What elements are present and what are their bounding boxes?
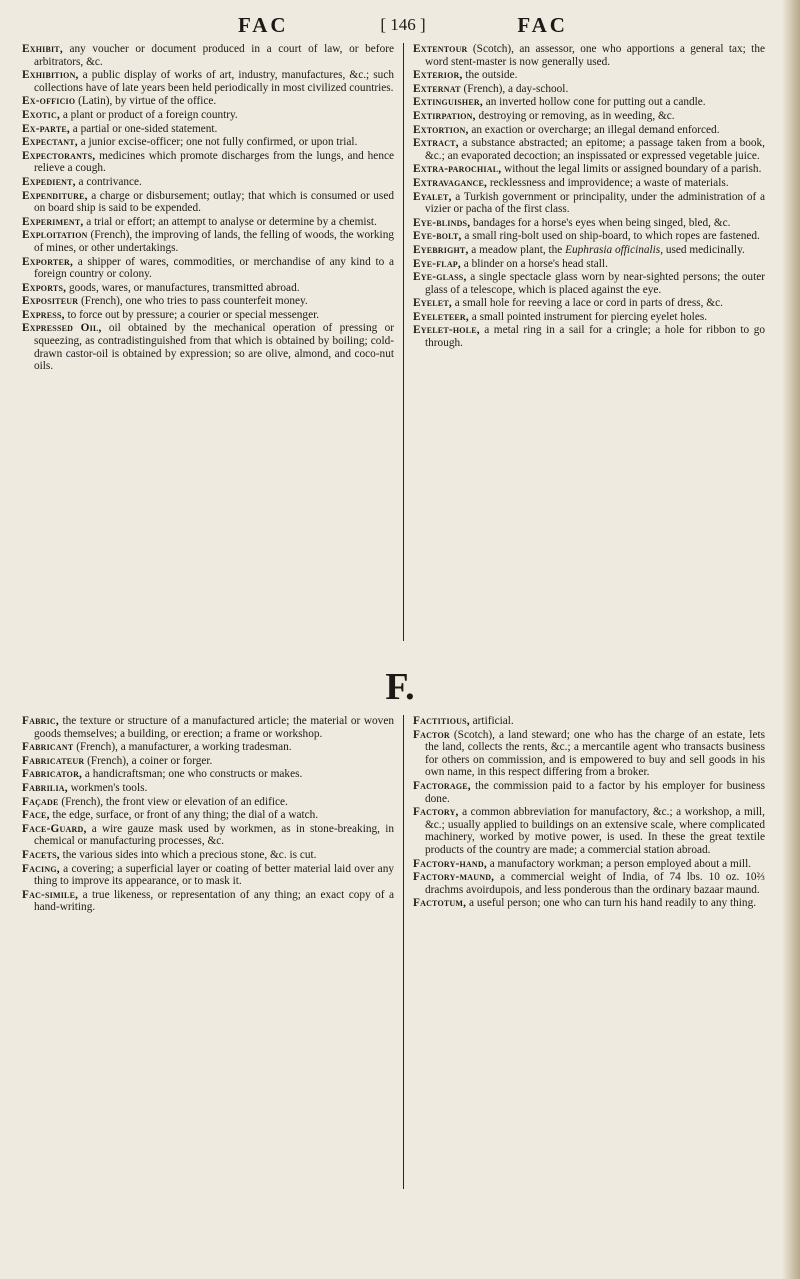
dictionary-entry: [22, 849, 394, 862]
header-left: FAC: [238, 12, 289, 37]
entry-headword: Expectorants,: [22, 149, 96, 162]
entry-headword: Exotic,: [22, 108, 60, 121]
page-number: [ 146 ]: [380, 15, 426, 34]
dictionary-entry: [413, 258, 765, 271]
entry-definition: the various sides into which a precious stone, &c. is cut.: [59, 848, 317, 861]
entry-headword: Facets,: [22, 848, 60, 861]
entry-headword: Eyalet,: [413, 190, 452, 203]
entry-definition: a blinder on a horse's head stall.: [460, 257, 608, 270]
entry-definition: without the legal limits or assigned boundary of a parish.: [501, 163, 762, 176]
dictionary-entry: [413, 96, 765, 109]
entry-headword: Ex-officio: [22, 95, 76, 108]
entry-definition-tail: , used medicinally.: [660, 243, 745, 256]
dictionary-entry: [22, 782, 394, 795]
dictionary-entry: [22, 809, 394, 822]
dictionary-entry: [22, 282, 394, 295]
entry-definition: a covering; a superficial layer or coating of better material laid over any thing to improve its appearance, or to mask it.: [34, 862, 394, 888]
dictionary-entry: [22, 123, 394, 136]
dictionary-entry: [22, 309, 394, 322]
dictionary-entry: [413, 110, 765, 123]
entry-definition: a small hole for reeving a lace or cord in parts of dress, &c.: [451, 297, 723, 310]
column-4: [413, 715, 765, 911]
dictionary-entry: [413, 69, 765, 82]
entry-headword: Expedient,: [22, 175, 76, 188]
column-divider-bottom: [403, 715, 404, 1189]
entry-headword: Eye-glass,: [413, 271, 467, 284]
section-letter: F.: [385, 666, 415, 708]
entry-headword: Face,: [22, 809, 50, 822]
dictionary-entry: [413, 271, 765, 296]
dictionary-entry: [413, 311, 765, 324]
entry-headword: Facing,: [22, 862, 60, 875]
entry-headword: Extentour: [413, 43, 468, 55]
dictionary-entry: [22, 136, 394, 149]
entry-definition: (Latin), by virtue of the office.: [75, 95, 217, 108]
dictionary-entry: [413, 163, 765, 176]
entry-headword: Exploitation: [22, 229, 88, 242]
entry-headword: Eye-blinds,: [413, 216, 471, 229]
dictionary-entry: [22, 109, 394, 122]
entry-headword: Extinguisher,: [413, 96, 483, 109]
entry-headword: Fabricateur: [22, 754, 85, 767]
entry-headword: Eyeleteer,: [413, 310, 469, 323]
entry-headword: Fabric,: [22, 715, 59, 727]
dictionary-entry: [413, 217, 765, 230]
entry-definition: artificial.: [469, 715, 514, 727]
dictionary-entry: [413, 780, 765, 805]
column-1: [22, 43, 394, 374]
page-edge: [782, 0, 800, 1279]
entry-headword: Extravagance,: [413, 176, 488, 189]
dictionary-entry: [413, 858, 765, 871]
dictionary-entry: [413, 715, 765, 728]
entry-definition: a true likeness, or representation of any thing; an exact copy of a hand-writing.: [34, 888, 394, 914]
entry-headword: Factitious,: [413, 715, 470, 727]
entry-definition: workmen's tools.: [67, 781, 148, 794]
entry-italic: Euphrasia officinalis: [565, 243, 661, 256]
column-divider-top: [403, 43, 404, 641]
entry-headword: Extra-parochial,: [413, 163, 502, 176]
dictionary-entry: [413, 871, 765, 896]
dictionary-entry: [22, 863, 394, 888]
dictionary-entry: [413, 191, 765, 216]
entry-headword: Eyelet,: [413, 297, 452, 310]
column-3: [22, 715, 394, 915]
dictionary-entry: [22, 190, 394, 215]
entry-definition: a junior excise-officer; one not fully confirmed, or upon trial.: [77, 136, 358, 149]
dictionary-entry: [22, 755, 394, 768]
page-header: [238, 10, 568, 40]
entry-definition: the commission paid to a factor by his employer for business done.: [425, 779, 765, 805]
entry-definition: a public display of works of art, industry, manufactures, &c.; such collections have of late years been held periodically in most civilized countries.: [34, 69, 394, 94]
entry-headword: Eye-flap,: [413, 257, 461, 270]
dictionary-entry: [413, 897, 765, 910]
entry-headword: Factorage,: [413, 779, 471, 792]
dictionary-entry: [413, 729, 765, 779]
entry-definition: a small pointed instrument for piercing eyelet holes.: [468, 310, 708, 323]
entry-definition: a shipper of wares, commodities, or merchandise of any kind to a foreign country or colony.: [34, 255, 394, 281]
entry-definition: (French), the front view or elevation of an edifice.: [58, 795, 288, 808]
entry-headword: Exhibition,: [22, 69, 79, 82]
dictionary-entry: [413, 43, 765, 68]
entry-definition: a charge or disbursement; outlay; that which is consumed or used on board ship is said to be expended.: [34, 189, 394, 215]
dictionary-entry: [413, 230, 765, 243]
entry-definition: a metal ring in a sail for a cringle; a hole for ribbon to go through.: [425, 324, 765, 350]
dictionary-entry: [22, 796, 394, 809]
entry-definition: oil obtained by the mechanical operation of pressing or squeezing, as contradistinguished from that which is obtained by boiling; cold-drawn castor-oil is obtained by expression; so are olive, almond, and coco-nut oils.: [34, 322, 394, 373]
entry-definition: the texture or structure of a manufactured article; the material or woven goods themselves; a building, or erection; a frame or workshop.: [34, 715, 394, 740]
entry-definition: (Scotch), an assessor, one who apportions a general tax; the word stent-master is now generally used.: [425, 43, 765, 68]
dictionary-entry: [22, 229, 394, 254]
entry-definition: a trial or effort; an attempt to analyse or determine by a chemist.: [83, 215, 377, 228]
dictionary-entry: [22, 768, 394, 781]
dictionary-entry: [413, 297, 765, 310]
entry-headword: Eyelet-hole,: [413, 324, 480, 337]
dictionary-entry: [413, 244, 765, 257]
entry-definition: a manufactory workman; a person employed about a mill.: [486, 857, 752, 870]
entry-headword: Ex-parte,: [22, 122, 70, 135]
entry-headword: Fabrilia,: [22, 781, 68, 794]
entry-headword: Factory-hand,: [413, 857, 487, 870]
dictionary-entry: [22, 823, 394, 848]
dictionary-entry: [413, 324, 765, 349]
entry-definition: destroying or removing, as in weeding, &c.: [475, 109, 675, 122]
dictionary-entry: [22, 889, 394, 914]
entry-headword: Fabricant: [22, 741, 74, 754]
dictionary-entry: [22, 43, 394, 68]
entry-headword: Externat: [413, 82, 461, 95]
entry-headword: Extract,: [413, 137, 459, 150]
entry-definition: a common abbreviation for manufactory, &c.; a workshop, a mill, &c.; usually applied to buildings on an extensive scale, where complicated machinery, worked by motive power, is used. In these the great textile products of the country are made; a commercial station abroad.: [425, 806, 765, 856]
entry-definition: an inverted hollow cone for putting out a candle.: [482, 96, 706, 109]
entry-headword: Factor: [413, 728, 450, 741]
entry-headword: Factory-maund,: [413, 871, 495, 884]
entry-headword: Extirpation,: [413, 109, 476, 122]
entry-definition: a useful person; one who can turn his hand readily to any thing.: [466, 897, 757, 910]
dictionary-entry: [22, 322, 394, 372]
entry-definition: a plant or product of a foreign country.: [60, 108, 238, 121]
entry-headword: Factotum,: [413, 897, 467, 910]
entry-headword: Express,: [22, 308, 65, 321]
entry-headword: Experiment,: [22, 215, 84, 228]
entry-definition: any voucher or document produced in a court of law, or before arbitrators, &c.: [34, 43, 394, 68]
dictionary-entry: [22, 150, 394, 175]
entry-definition: a contrivance.: [75, 175, 142, 188]
entry-definition: bandages for a horse's eyes when being singed, bled, &c.: [470, 216, 731, 229]
entry-definition: (Scotch), a land steward; one who has the charge of an estate, lets the land, collects the rents, &c.; a mercantile agent who transacts business for others on commission, and is empowered to buy and sell goods in his own name, in this respect differing from a broker.: [425, 728, 765, 779]
column-2: [413, 43, 765, 351]
dictionary-entry: [22, 741, 394, 754]
entry-definition: a partial or one-sided statement.: [69, 122, 218, 135]
dictionary-entry: [413, 124, 765, 137]
entry-definition: (French), one who tries to pass counterfeit money.: [78, 295, 308, 308]
dictionary-entry: [22, 176, 394, 189]
entry-definition: (French), a manufacturer, a working tradesman.: [73, 741, 292, 754]
entry-definition: a commercial weight of India, of 74 lbs. 10 oz. 10⅔ drachms avoirdupois, and less ponderous than the ordinary bazaar maund.: [425, 871, 765, 896]
entry-definition: the edge, surface, or front of any thing; the dial of a watch.: [49, 809, 319, 822]
entry-headword: Fabricator,: [22, 768, 83, 781]
entry-headword: Exhibit,: [22, 43, 63, 55]
entry-definition: a small ring-bolt used on ship-board, to which ropes are fastened.: [461, 230, 760, 243]
entry-definition: a wire gauze mask used by workmen, as in stone-breaking, in chemical or manufacturing processes, &c.: [34, 822, 394, 848]
dictionary-entry: [22, 715, 394, 740]
entry-definition: a meadow plant, the: [468, 243, 566, 256]
dictionary-entry: [413, 806, 765, 856]
entry-definition: recklessness and improvidence; a waste of materials.: [487, 176, 729, 189]
dictionary-entry: [22, 216, 394, 229]
entry-definition: an exaction or overcharge; an illegal demand enforced.: [468, 123, 720, 136]
entry-definition: medicines which promote discharges from the lungs, and hence relieve a cough.: [34, 149, 394, 175]
entry-definition: goods, wares, or manufactures, transmitted abroad.: [66, 281, 300, 294]
entry-definition: to force out by pressure; a courier or special messenger.: [64, 308, 320, 321]
entry-definition: (French), a day-school.: [460, 82, 569, 95]
dictionary-entry: [413, 137, 765, 162]
entry-headword: Exterior,: [413, 69, 463, 82]
entry-headword: Eye-bolt,: [413, 230, 462, 243]
entry-headword: Expressed Oil,: [22, 322, 102, 335]
entry-headword: Façade: [22, 795, 59, 808]
dictionary-entry: [22, 69, 394, 94]
dictionary-entry: [413, 177, 765, 190]
entry-definition: a substance abstracted; an epitome; a passage taken from a book, &c.; an evaporated decoction; an inspissated or expressed vegetable juice.: [425, 137, 765, 162]
header-right: FAC: [517, 12, 568, 37]
entry-definition: a single spectacle glass worn by near-sighted persons; the outer glass of a telescope, which is placed against the eye.: [425, 271, 765, 296]
entry-headword: Extortion,: [413, 123, 469, 136]
entry-headword: Factory,: [413, 806, 459, 819]
entry-headword: Expositeur: [22, 295, 79, 308]
entry-definition: a Turkish government or principality, under the administration of a vizier or pacha of the first class.: [425, 190, 765, 216]
dictionary-entry: [22, 95, 394, 108]
entry-headword: Expectant,: [22, 136, 78, 149]
entry-headword: Fac-simile,: [22, 888, 79, 901]
entry-definition: (French), a coiner or forger.: [84, 754, 213, 767]
dictionary-entry: [413, 83, 765, 96]
entry-definition: the outside.: [462, 69, 518, 82]
dictionary-entry: [22, 256, 394, 281]
entry-headword: Face-Guard,: [22, 822, 87, 835]
entry-definition: a handicraftsman; one who constructs or makes.: [82, 768, 303, 781]
entry-headword: Eyebright,: [413, 243, 469, 256]
entry-headword: Exporter,: [22, 255, 73, 268]
entry-definition: (French), the improving of lands, the felling of woods, the working of mines, or other undertakings.: [34, 229, 394, 254]
entry-headword: Exports,: [22, 281, 67, 294]
dictionary-entry: [22, 295, 394, 308]
entry-headword: Expenditure,: [22, 189, 88, 202]
